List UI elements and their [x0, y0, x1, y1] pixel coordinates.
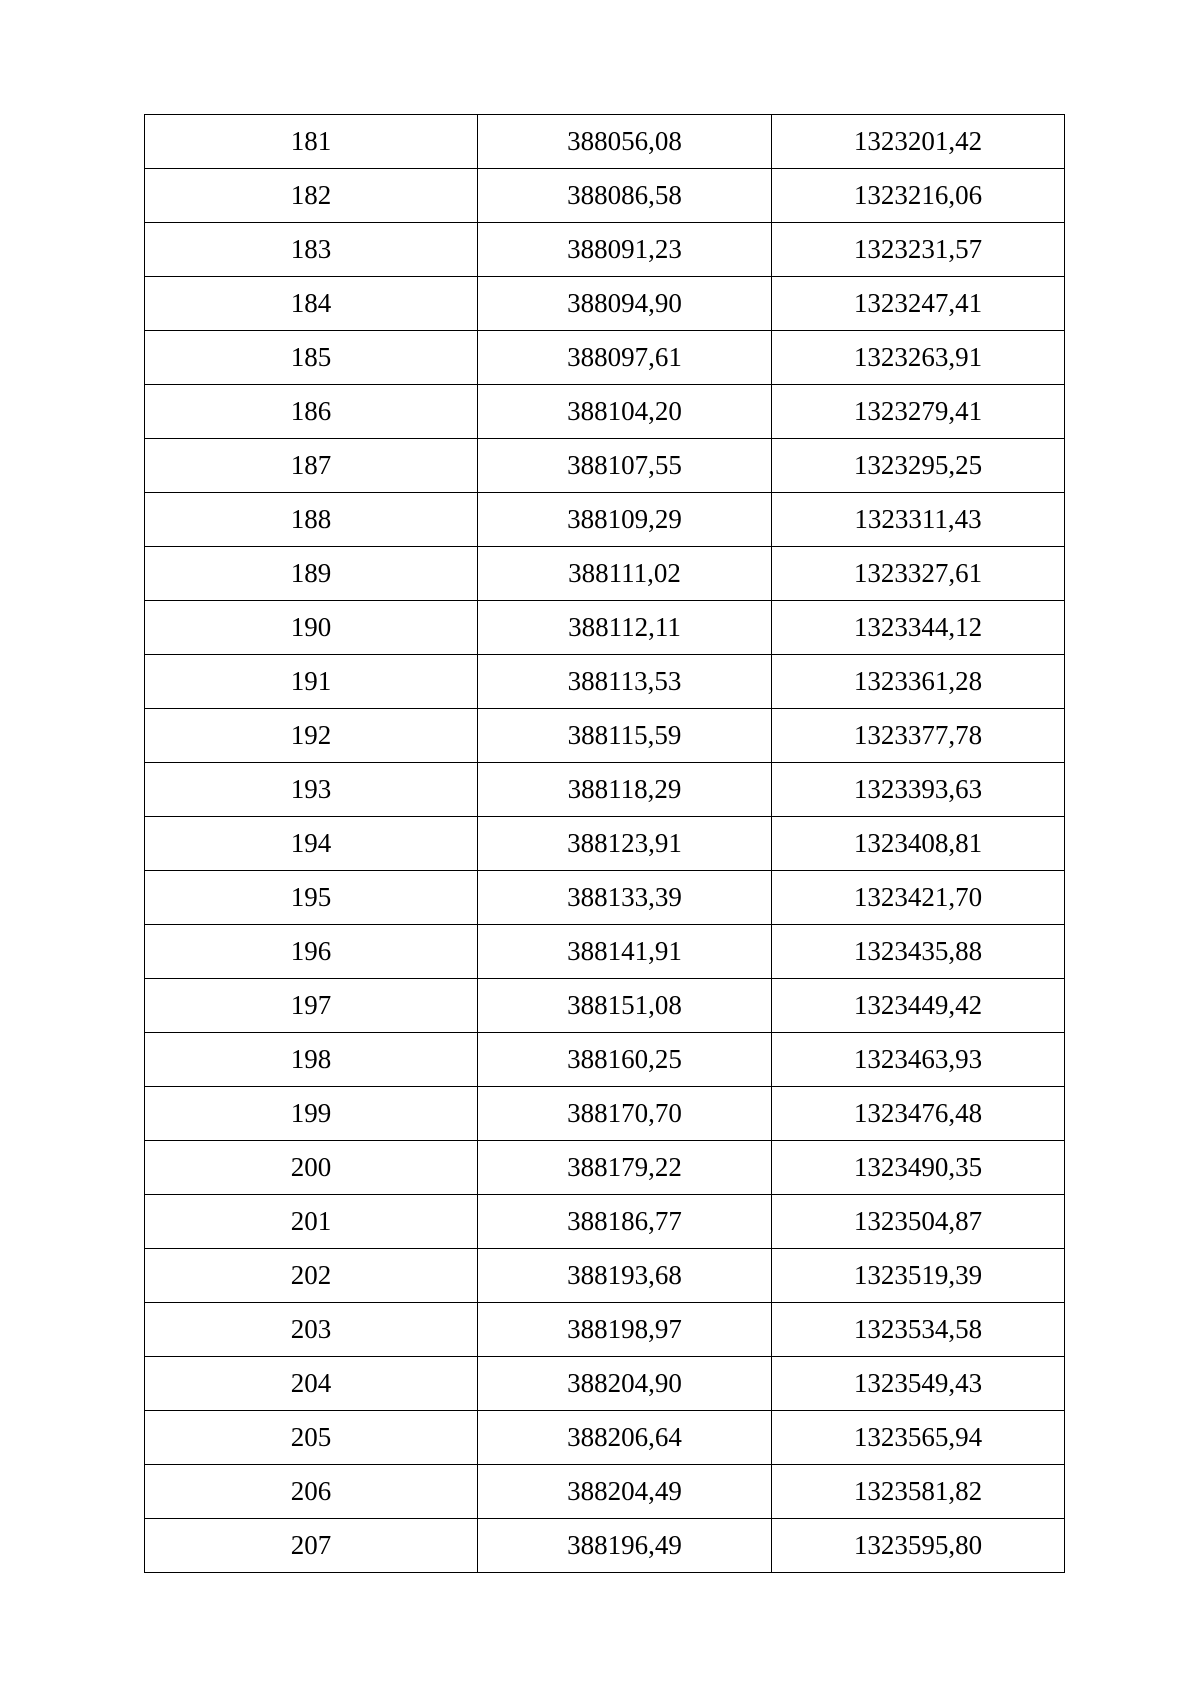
y-coordinate-cell: 1323534,58: [772, 1303, 1065, 1357]
table-row: [145, 871, 1065, 925]
table-row: [145, 1249, 1065, 1303]
table-row: [145, 1141, 1065, 1195]
point-number-cell: 181: [145, 115, 478, 169]
table-row: [145, 439, 1065, 493]
point-number-cell: 198: [145, 1033, 478, 1087]
table-row: [145, 169, 1065, 223]
table-row: [145, 1357, 1065, 1411]
point-number-cell: 207: [145, 1519, 478, 1573]
table-row: [145, 1303, 1065, 1357]
y-coordinate-cell: 1323393,63: [772, 763, 1065, 817]
coordinates-table: [144, 114, 1065, 1573]
y-coordinate-cell: 1323231,57: [772, 223, 1065, 277]
point-number-cell: 184: [145, 277, 478, 331]
point-number-cell: 186: [145, 385, 478, 439]
y-coordinate-cell: 1323449,42: [772, 979, 1065, 1033]
y-coordinate-cell: 1323279,41: [772, 385, 1065, 439]
y-coordinate-cell: 1323565,94: [772, 1411, 1065, 1465]
x-coordinate-cell: 388160,25: [478, 1033, 772, 1087]
x-coordinate-cell: 388193,68: [478, 1249, 772, 1303]
table-row: [145, 763, 1065, 817]
x-coordinate-cell: 388196,49: [478, 1519, 772, 1573]
point-number-cell: 206: [145, 1465, 478, 1519]
table-row: [145, 1465, 1065, 1519]
x-coordinate-cell: 388091,23: [478, 223, 772, 277]
x-coordinate-cell: 388179,22: [478, 1141, 772, 1195]
point-number-cell: 183: [145, 223, 478, 277]
point-number-cell: 199: [145, 1087, 478, 1141]
x-coordinate-cell: 388112,11: [478, 601, 772, 655]
y-coordinate-cell: 1323549,43: [772, 1357, 1065, 1411]
y-coordinate-cell: 1323421,70: [772, 871, 1065, 925]
coordinates-table-body: [145, 115, 1065, 1573]
point-number-cell: 203: [145, 1303, 478, 1357]
table-row: [145, 223, 1065, 277]
x-coordinate-cell: 388204,49: [478, 1465, 772, 1519]
y-coordinate-cell: 1323377,78: [772, 709, 1065, 763]
table-row: [145, 1411, 1065, 1465]
table-row: [145, 601, 1065, 655]
x-coordinate-cell: 388086,58: [478, 169, 772, 223]
x-coordinate-cell: 388206,64: [478, 1411, 772, 1465]
point-number-cell: 188: [145, 493, 478, 547]
y-coordinate-cell: 1323435,88: [772, 925, 1065, 979]
table-row: [145, 1195, 1065, 1249]
point-number-cell: 196: [145, 925, 478, 979]
x-coordinate-cell: 388115,59: [478, 709, 772, 763]
y-coordinate-cell: 1323344,12: [772, 601, 1065, 655]
x-coordinate-cell: 388133,39: [478, 871, 772, 925]
table-row: [145, 1519, 1065, 1573]
y-coordinate-cell: 1323581,82: [772, 1465, 1065, 1519]
x-coordinate-cell: 388104,20: [478, 385, 772, 439]
table-row: [145, 1087, 1065, 1141]
x-coordinate-cell: 388204,90: [478, 1357, 772, 1411]
x-coordinate-cell: 388141,91: [478, 925, 772, 979]
table-row: [145, 493, 1065, 547]
y-coordinate-cell: 1323519,39: [772, 1249, 1065, 1303]
y-coordinate-cell: 1323311,43: [772, 493, 1065, 547]
x-coordinate-cell: 388118,29: [478, 763, 772, 817]
x-coordinate-cell: 388113,53: [478, 655, 772, 709]
y-coordinate-cell: 1323408,81: [772, 817, 1065, 871]
y-coordinate-cell: 1323504,87: [772, 1195, 1065, 1249]
x-coordinate-cell: 388094,90: [478, 277, 772, 331]
table-row: [145, 115, 1065, 169]
point-number-cell: 182: [145, 169, 478, 223]
point-number-cell: 192: [145, 709, 478, 763]
x-coordinate-cell: 388097,61: [478, 331, 772, 385]
point-number-cell: 185: [145, 331, 478, 385]
point-number-cell: 195: [145, 871, 478, 925]
y-coordinate-cell: 1323295,25: [772, 439, 1065, 493]
point-number-cell: 187: [145, 439, 478, 493]
table-row: [145, 817, 1065, 871]
table-row: [145, 547, 1065, 601]
y-coordinate-cell: 1323490,35: [772, 1141, 1065, 1195]
point-number-cell: 194: [145, 817, 478, 871]
point-number-cell: 204: [145, 1357, 478, 1411]
y-coordinate-cell: 1323216,06: [772, 169, 1065, 223]
x-coordinate-cell: 388151,08: [478, 979, 772, 1033]
y-coordinate-cell: 1323476,48: [772, 1087, 1065, 1141]
x-coordinate-cell: 388056,08: [478, 115, 772, 169]
x-coordinate-cell: 388111,02: [478, 547, 772, 601]
table-row: [145, 331, 1065, 385]
point-number-cell: 189: [145, 547, 478, 601]
table-row: [145, 1033, 1065, 1087]
y-coordinate-cell: 1323201,42: [772, 115, 1065, 169]
table-row: [145, 655, 1065, 709]
point-number-cell: 201: [145, 1195, 478, 1249]
table-row: [145, 709, 1065, 763]
table-row: [145, 979, 1065, 1033]
table-row: [145, 925, 1065, 979]
table-row: [145, 385, 1065, 439]
y-coordinate-cell: 1323595,80: [772, 1519, 1065, 1573]
y-coordinate-cell: 1323327,61: [772, 547, 1065, 601]
point-number-cell: 200: [145, 1141, 478, 1195]
point-number-cell: 190: [145, 601, 478, 655]
point-number-cell: 191: [145, 655, 478, 709]
x-coordinate-cell: 388123,91: [478, 817, 772, 871]
x-coordinate-cell: 388198,97: [478, 1303, 772, 1357]
point-number-cell: 193: [145, 763, 478, 817]
x-coordinate-cell: 388170,70: [478, 1087, 772, 1141]
x-coordinate-cell: 388186,77: [478, 1195, 772, 1249]
x-coordinate-cell: 388107,55: [478, 439, 772, 493]
point-number-cell: 197: [145, 979, 478, 1033]
y-coordinate-cell: 1323247,41: [772, 277, 1065, 331]
y-coordinate-cell: 1323463,93: [772, 1033, 1065, 1087]
y-coordinate-cell: 1323263,91: [772, 331, 1065, 385]
y-coordinate-cell: 1323361,28: [772, 655, 1065, 709]
point-number-cell: 202: [145, 1249, 478, 1303]
point-number-cell: 205: [145, 1411, 478, 1465]
table-row: [145, 277, 1065, 331]
x-coordinate-cell: 388109,29: [478, 493, 772, 547]
